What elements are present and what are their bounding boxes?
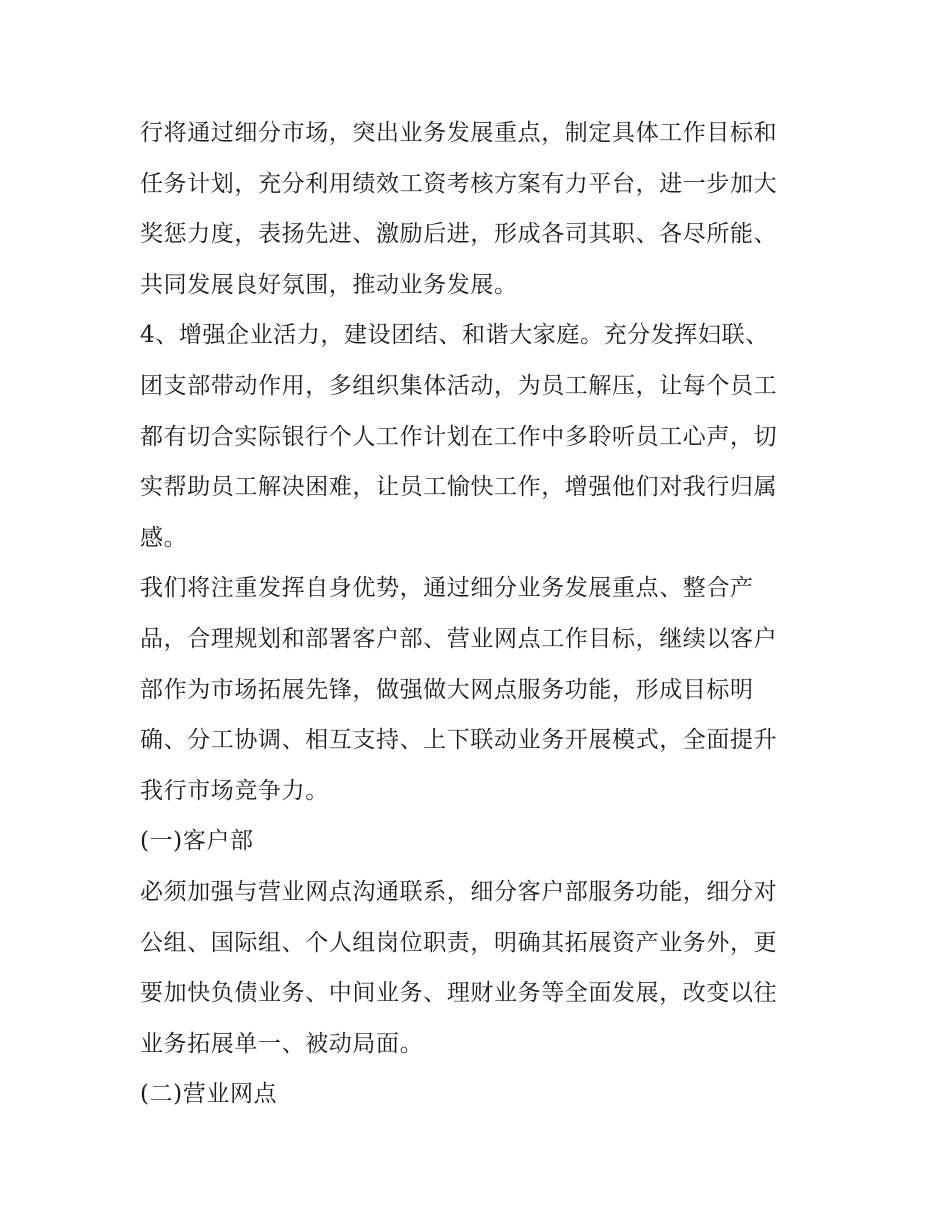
document-body [140,108,820,1120]
text-line: 要加快负债业务、中间业务、理财业务等全面发展，改变以往 [140,980,778,1007]
text-line: 奖惩力度，表扬先进、激励后进，形成各司其职、各尽所能、 [140,221,778,248]
text-line: 公组、国际组、个人组岗位职责，明确其拓展资产业务外，更 [140,929,778,956]
text-line: 团支部带动作用，多组织集体活动，为员工解压，让每个员工 [140,372,778,399]
text-line: 行将通过细分市场，突出业务发展重点，制定具体工作目标和 [140,120,778,146]
section-heading: (一)客户部 [140,828,254,855]
text-line: 部作为市场拓展先锋，做强做大网点服务功能，形成目标明 [140,676,754,703]
text-line: 感。 [140,524,188,551]
text-line: 实帮助员工解决困难，让员工愉快工作，增强他们对我行归属 [140,474,778,501]
text-line: 我们将注重发挥自身优势，通过细分业务发展重点、整合产 [140,575,754,602]
text-line: 必须加强与营业网点沟通联系，细分客户部服务功能，细分对 [140,878,778,905]
text-line: 确、分工协调、相互支持、上下联动业务开展模式，全面提升 [140,727,778,754]
text-line: 任务计划，充分利用绩效工资考核方案有力平台，进一步加大 [140,170,778,197]
text-line: 都有切合实际银行个人工作计划在工作中多聆听员工心声，切 [140,423,778,450]
text-line: 我行市场竞争力。 [140,777,329,804]
text-line: 品，合理规划和部署客户部、营业网点工作目标，继续以客户 [140,625,778,652]
text-line: 4、增强企业活力，建设团结、和谐大家庭。充分发挥妇联、 [140,322,769,349]
text-line: 共同发展良好氛围，推动业务发展。 [140,271,518,298]
section-heading: (二)营业网点 [140,1081,278,1108]
text-line: 业务拓展单一、被动局面。 [140,1030,424,1057]
